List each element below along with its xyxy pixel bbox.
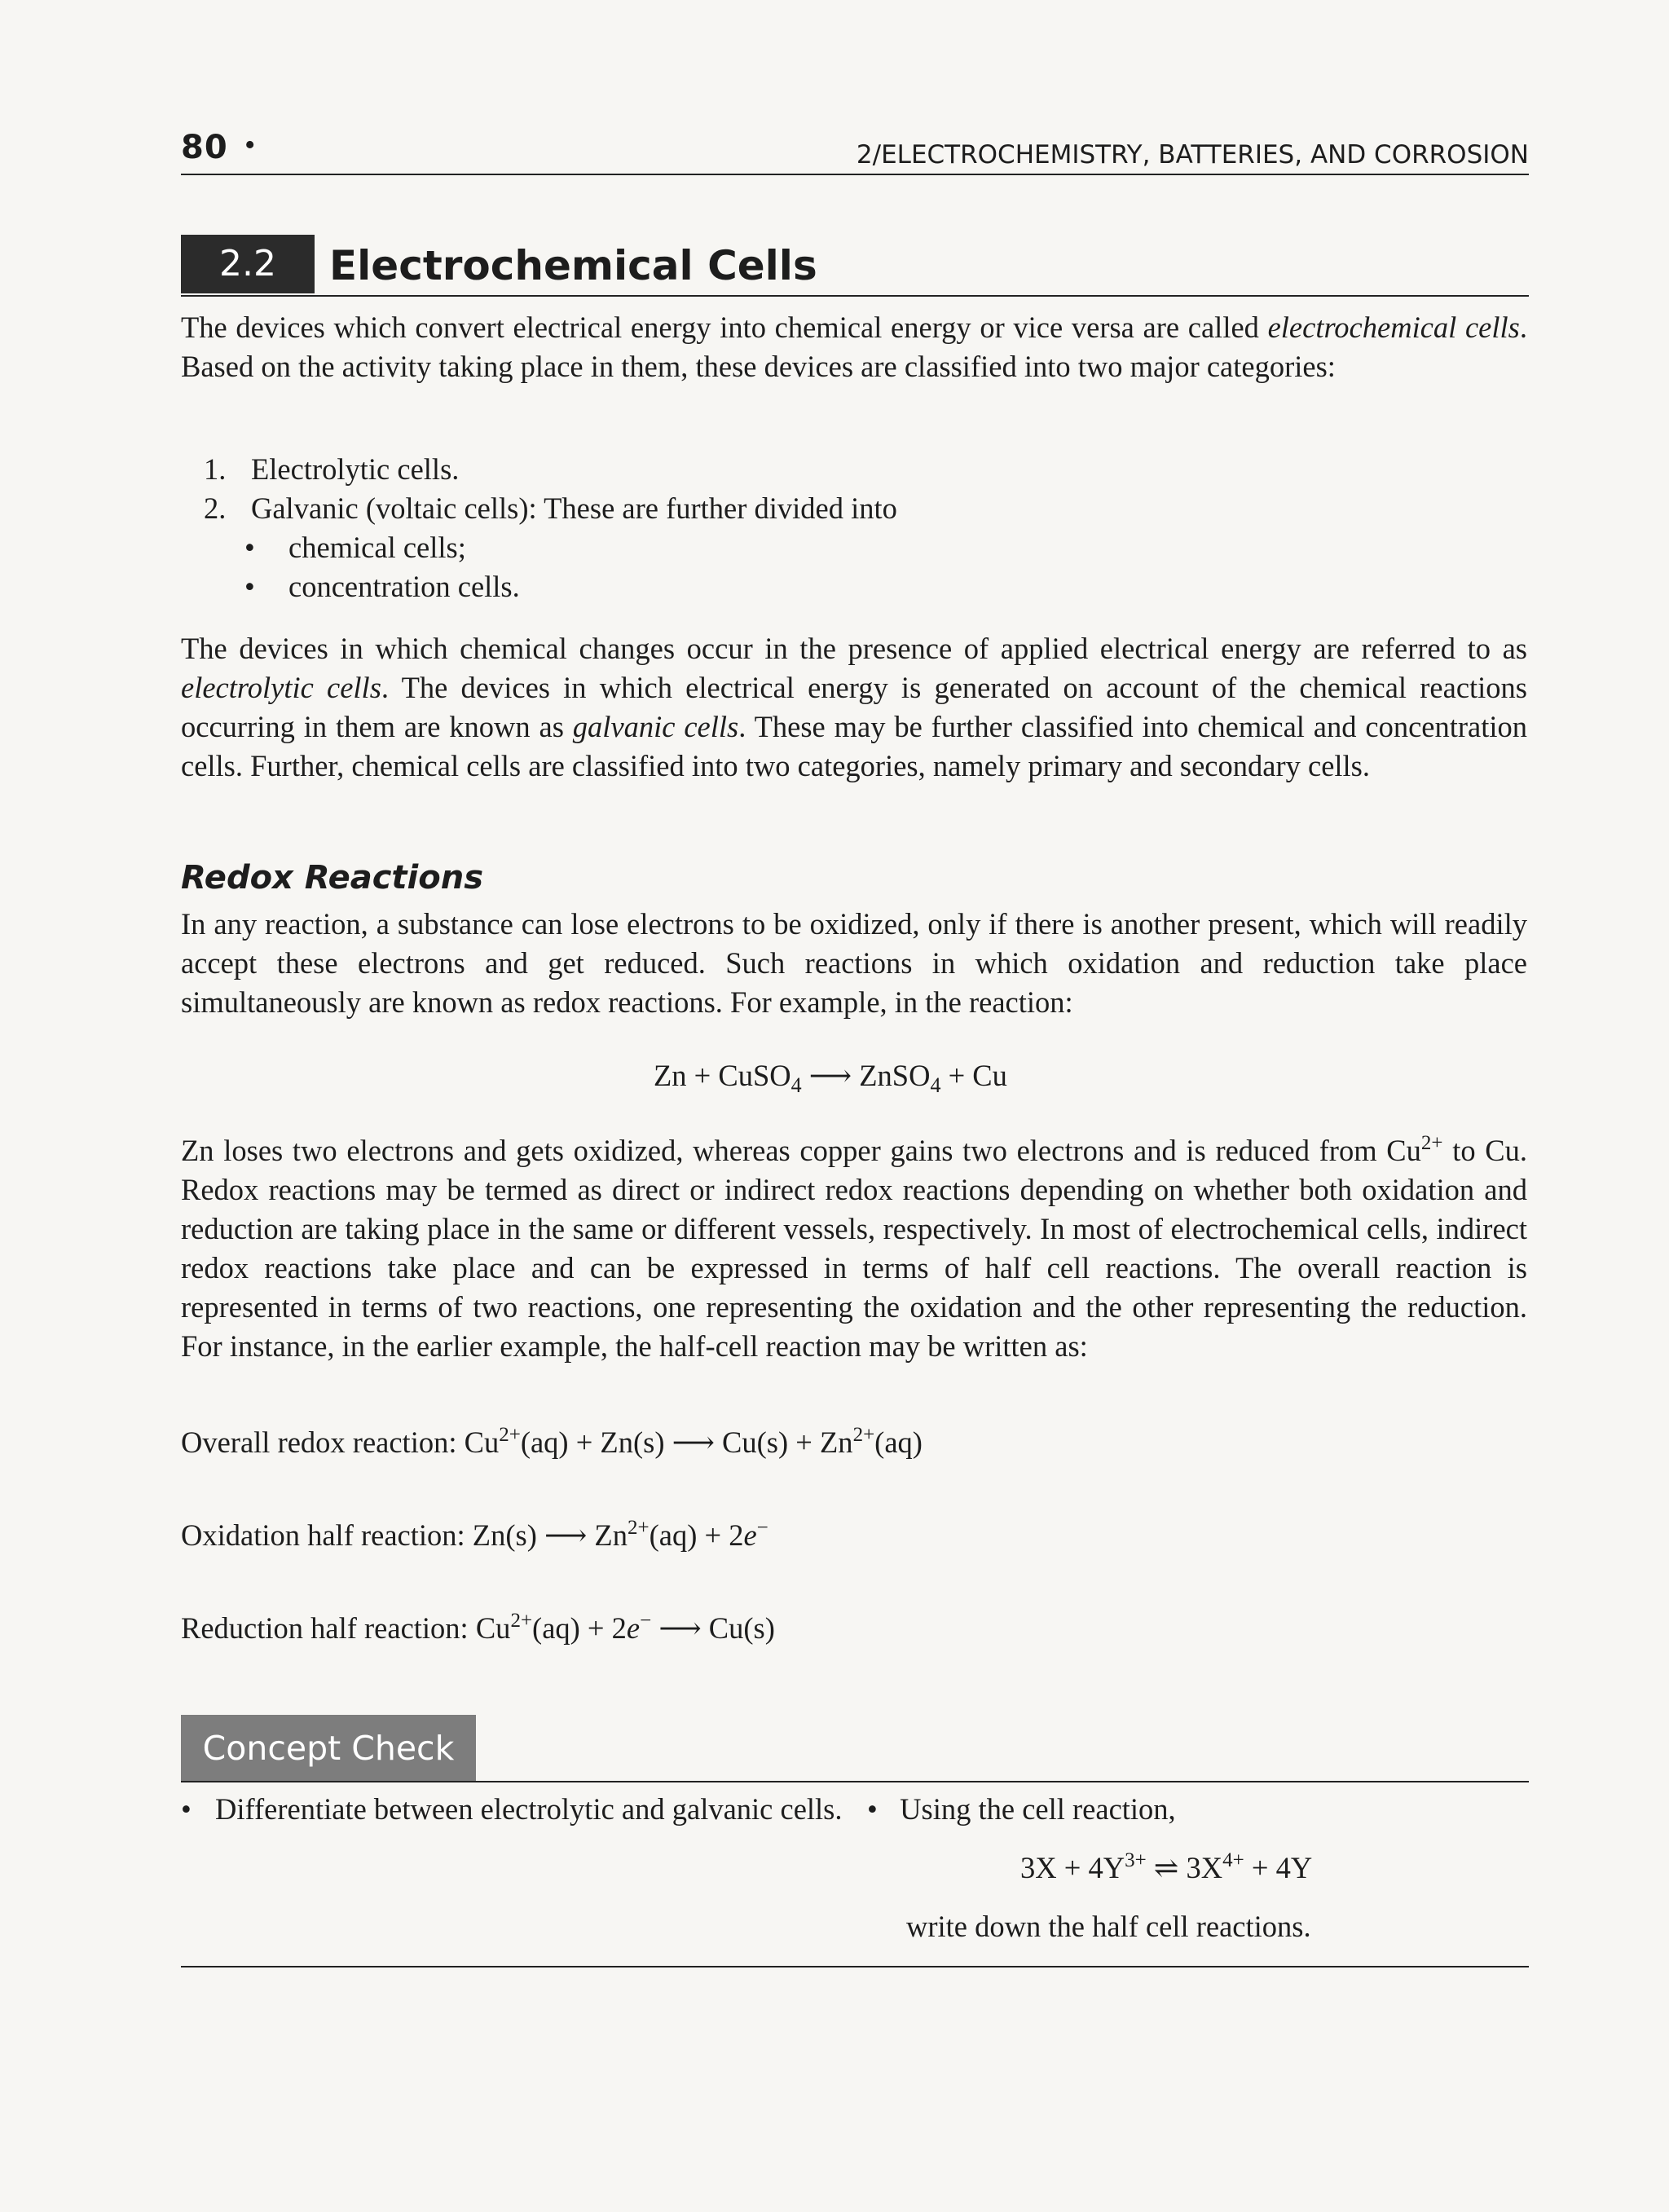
sub-list-text: chemical cells; <box>288 531 466 564</box>
question-text: Differentiate between electrolytic and galvanic cells. <box>215 1792 843 1826</box>
sub-list-item <box>204 528 897 567</box>
list-number: 2. <box>204 491 227 525</box>
eq-term: Zn(s) ⟶ Zn <box>472 1518 628 1552</box>
devices-text-3: . These may be further classified into chemical and concentration cells. Further, chemical cells are classified into two categories, namely primary and secondary cells. <box>181 710 1528 782</box>
charge-superscript: 2+ <box>1420 1132 1443 1154</box>
question-text: write down the half cell reactions. <box>906 1910 1311 1943</box>
intro-text-1: The devices which convert electrical energy into chemical energy or vice versa are called <box>181 311 1268 344</box>
devices-term-galvanic: galvanic cells <box>572 710 739 743</box>
reduction-half-equation <box>181 1611 775 1646</box>
eq-subscript: 4 <box>930 1073 941 1097</box>
devices-text-2: . The devices in which electrical energy is generated on account of the chemical reactions occurring in them are known as <box>181 671 1527 743</box>
eq-term: ZnSO <box>859 1059 931 1092</box>
oxidation-half-equation <box>181 1518 768 1553</box>
charge-superscript: 2+ <box>852 1424 875 1446</box>
redox-heading: Redox Reactions <box>181 859 484 897</box>
bullet: • <box>244 570 255 603</box>
section-title: Electrochemical Cells <box>329 242 817 289</box>
devices-text-1: The devices in which chemical changes occur in the presence of applied electrical energy are referred to as <box>181 632 1527 665</box>
eq-term: (aq) <box>874 1425 923 1459</box>
zinc-text-1: Zn loses two electrons and gets oxidized, whereas copper gains two electrons and is reduced from Cu <box>181 1134 1421 1167</box>
header-separator: • <box>244 128 256 162</box>
eq-term: + Cu <box>940 1059 1007 1092</box>
bullet: • <box>181 1792 192 1826</box>
eq-term: (aq) + 2 <box>532 1611 627 1645</box>
equation-label: Oxidation half reaction: <box>181 1518 473 1552</box>
concept-check-top-rule <box>181 1781 1529 1782</box>
electron-symbol: e <box>626 1611 641 1645</box>
eq-term: ⟶ Cu(s) <box>651 1611 775 1645</box>
example-equation <box>654 1058 1007 1097</box>
electron-symbol: e <box>743 1518 757 1552</box>
devices-paragraph <box>181 629 1527 786</box>
intro-paragraph <box>181 308 1527 386</box>
eq-term: + 4Y <box>1244 1851 1313 1884</box>
eq-term: 3X + 4Y <box>1020 1851 1125 1884</box>
charge-superscript: 2+ <box>510 1610 533 1632</box>
eq-term: (aq) + 2 <box>649 1518 744 1552</box>
devices-term-electrolytic: electrolytic cells <box>181 671 381 704</box>
concept-check-bottom-rule <box>181 1966 1529 1967</box>
running-head: 2/ELECTROCHEMISTRY, BATTERIES, AND CORROSION <box>856 140 1529 170</box>
zinc-text-2: to Cu. Redox reactions may be termed as direct or indirect redox reactions depending on whether both oxidation and reduction are taking place in the same or different vessels, respectively. In most of electrochemical cells, indirect redox reactions take place and can be expressed in terms of half cell reactions. The overall reaction is represented in terms of two reactions, one representing the oxidation and the other representing the reduction. For instance, in the earlier example, the half-cell reaction may be written as: <box>181 1134 1527 1363</box>
page-number: 80 <box>181 129 228 166</box>
charge-superscript: − <box>640 1610 652 1632</box>
header-rule <box>181 174 1529 175</box>
redox-paragraph: In any reaction, a substance can lose electrons to be oxidized, only if there is another present, which will readily accept these electrons and get reduced. Such reactions in which oxidation and reduction take place simultaneously are known as redox reactions. For example, in the reaction: <box>181 907 1527 1019</box>
sub-list-item <box>204 567 897 606</box>
equation-label: Reduction half reaction: <box>181 1611 476 1645</box>
concept-check-question-1 <box>181 1790 857 1829</box>
question-text: Using the cell reaction, <box>900 1792 1176 1826</box>
eq-arrow: ⟶ <box>801 1059 860 1092</box>
intro-term: electrochemical cells <box>1267 311 1520 344</box>
bullet: • <box>244 531 255 564</box>
charge-superscript: 3+ <box>1125 1849 1147 1871</box>
list-item-text: Galvanic (voltaic cells): These are further divided into <box>251 491 897 525</box>
charge-superscript: 4+ <box>1222 1849 1244 1871</box>
cell-category-list <box>204 450 897 606</box>
eq-subscript: 4 <box>790 1073 802 1097</box>
concept-check-title: Concept Check <box>181 1715 476 1782</box>
eq-term: Cu <box>475 1611 511 1645</box>
charge-superscript: − <box>756 1517 768 1539</box>
section-number-box: 2.2 <box>181 235 315 293</box>
eq-term: 3X <box>1186 1851 1223 1884</box>
bullet: • <box>867 1792 878 1826</box>
concept-check-equation <box>1020 1850 1312 1885</box>
concept-check-question-2 <box>867 1790 1176 1829</box>
sub-list-text: concentration cells. <box>288 570 520 603</box>
charge-superscript: 2+ <box>627 1517 650 1539</box>
charge-superscript: 2+ <box>499 1424 521 1446</box>
zinc-paragraph <box>181 1131 1527 1366</box>
list-item <box>204 489 897 528</box>
list-item-text: Electrolytic cells. <box>251 452 460 486</box>
list-item <box>204 450 897 489</box>
section-rule <box>181 295 1529 297</box>
equation-label: Overall redox reaction: <box>181 1425 465 1459</box>
eq-term: Cu <box>464 1425 500 1459</box>
eq-term: (aq) + Zn(s) ⟶ Cu(s) + Zn <box>520 1425 853 1459</box>
eq-term: Zn + CuSO <box>654 1059 791 1092</box>
overall-redox-equation <box>181 1425 923 1460</box>
list-number: 1. <box>204 452 227 486</box>
intro-text-2: . Based on the activity taking place in them, these devices are classified into two major categories: <box>181 311 1527 383</box>
equilibrium-arrow: ⇌ <box>1146 1851 1187 1884</box>
